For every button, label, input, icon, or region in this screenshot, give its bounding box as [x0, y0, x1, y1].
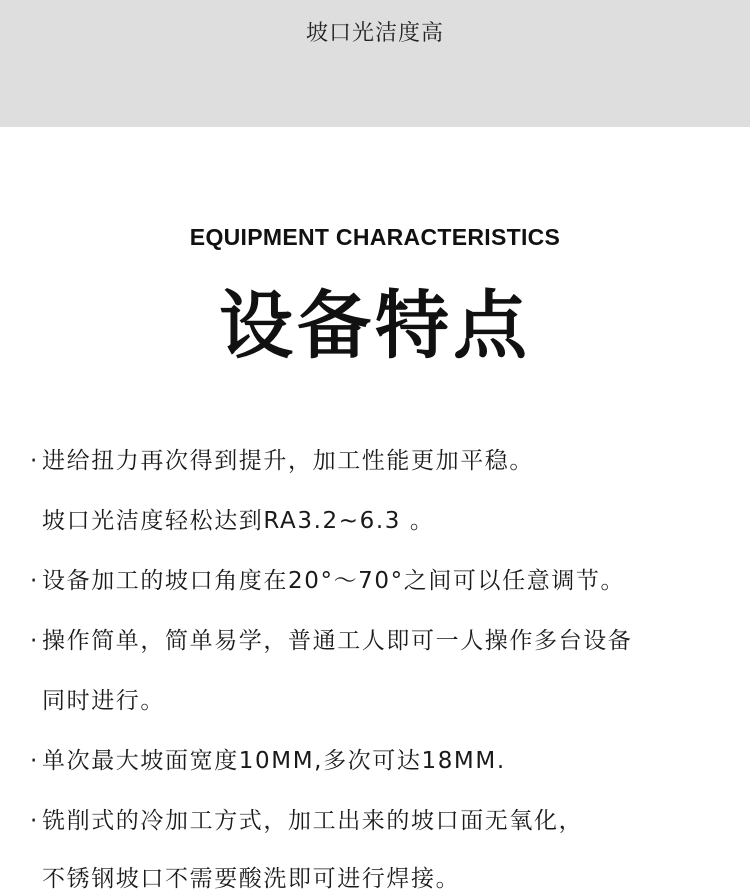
feature-line: 坡口光洁度轻松达到RA3.2~6.3 。	[42, 508, 435, 534]
banner-caption: 坡口光洁度高	[305, 21, 444, 46]
feature-line: 设备加工的坡口角度在20°～70°之间可以任意调节。	[42, 568, 626, 594]
feature-line: 进给扭力再次得到提升，加工性能更加平稳。	[42, 448, 534, 474]
feature-line: 操作简单，简单易学，普通工人即可一人操作多台设备	[42, 628, 633, 654]
bullet-dot-icon: ·	[30, 568, 38, 594]
feature-line: 单次最大坡面宽度10MM,多次可达18MM.	[42, 748, 506, 774]
section-title-en: EQUIPMENT CHARACTERISTICS	[189, 224, 561, 250]
feature-line: 铣削式的冷加工方式，加工出来的坡口面无氧化，	[42, 808, 584, 834]
bullet-dot-icon: ·	[30, 448, 38, 474]
bullet-dot-icon: ·	[30, 748, 38, 774]
bullet-dot-icon: ·	[30, 628, 38, 654]
feature-line: 同时进行。	[42, 688, 165, 714]
feature-line: 不锈钢坡口不需要酸洗即可进行焊接。	[42, 866, 461, 892]
section-title-cn: 设备特点	[219, 283, 531, 369]
bullet-dot-icon: ·	[30, 808, 38, 834]
